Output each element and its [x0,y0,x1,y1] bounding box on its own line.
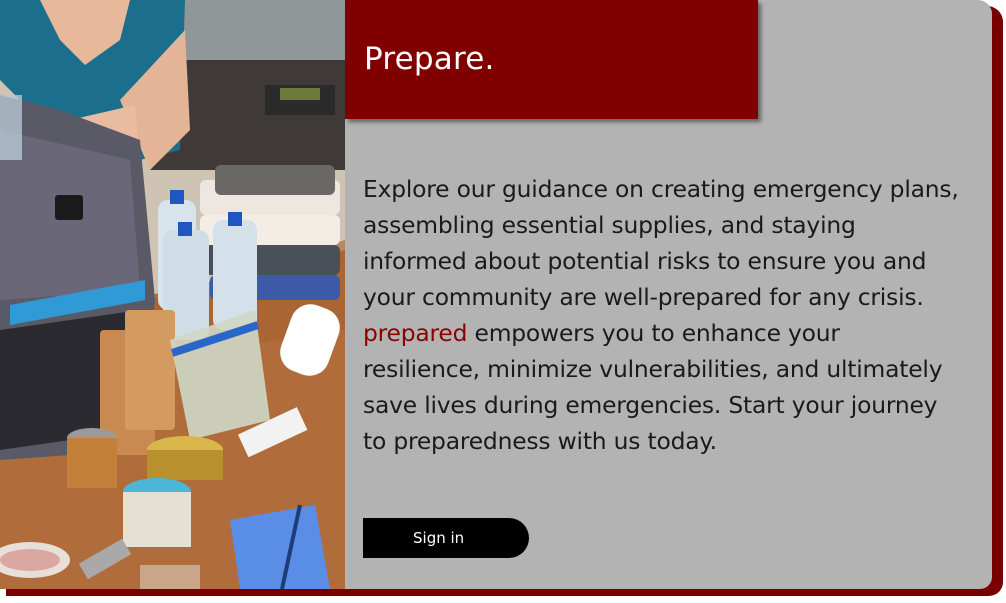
intro-text-rest: empowers you to enhance your resilience, minimize vulnerabilities, and ultimately save lives during emergencies. Start your journey to preparedness with us today. [363,319,943,455]
sign-in-label: Sign in [413,529,465,547]
intro-text: Explore our guidance on creating emergency plans, assembling essential supplies, and staying informed about potential risks to ensure you and your community are well-prepared for any crisis. [363,175,959,311]
sign-in-button[interactable] [363,518,529,558]
emergency-kit-photo [0,0,345,589]
title-banner [345,0,758,119]
page-title: Prepare. [364,41,495,77]
intro-paragraph [363,171,963,459]
highlight-word: prepared [363,319,468,347]
